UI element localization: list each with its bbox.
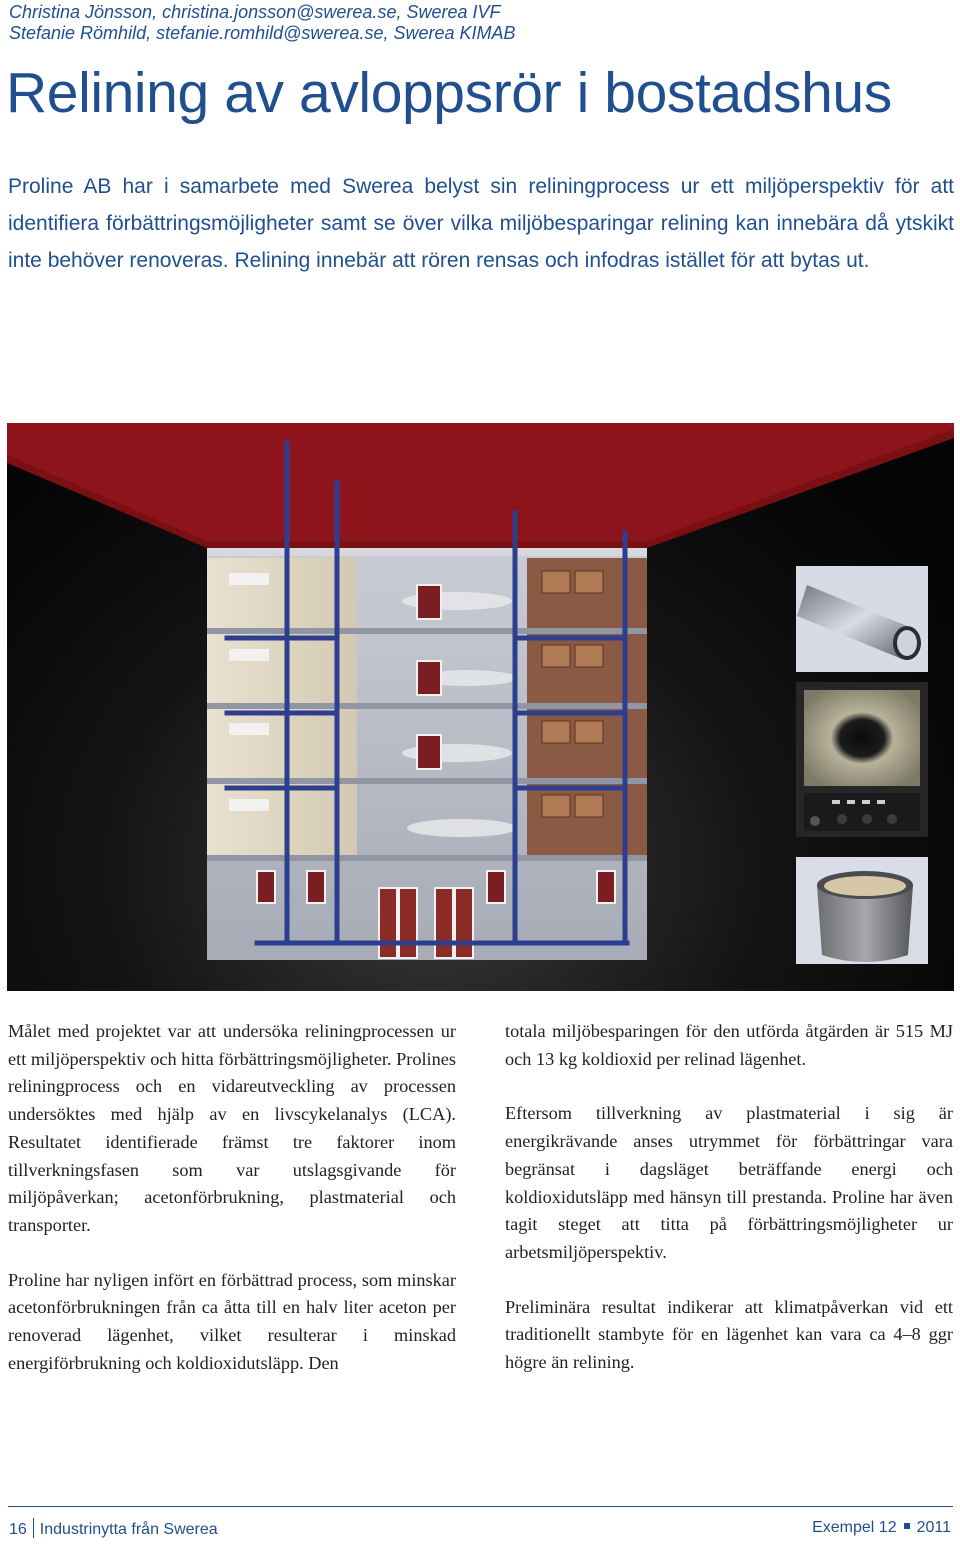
- building-illustration: [7, 423, 954, 991]
- footer-left: [9, 1518, 218, 1539]
- body-paragraph: Proline har nyligen infört en förbättrad process, som minskar acetonförbrukningen från ca åtta till en halv liter aceton per renoverad lägenhet, vilket resulterar i minskad energiförbrukning och koldioxidutsläpp. Den: [8, 1269, 456, 1373]
- author-line-1: Christina Jönsson, christina.jonsson@swerea.se, Swerea IVF: [9, 2, 501, 22]
- body-column-left: [8, 1018, 456, 1404]
- footer-rule: [8, 1506, 953, 1507]
- footer-separator: [33, 1518, 34, 1538]
- body-paragraph: Målet med projektet var att undersöka reliningprocessen ur ett miljöperspektiv och hitta förbättringsmöjligheter. Prolines reliningprocess och en vidareutveckling av processen undersöktes med hjälp av en livscykelanalys (LCA). Resultatet identifierade främst tre faktorer inom tillverkningsfasen som var utslagsgivande för miljöpåverkan; acetonförbrukning, plastmaterial och transporter.: [8, 1021, 456, 1235]
- author-block: [9, 2, 949, 44]
- body-paragraph: Preliminära resultat indikerar att klimatpåverkan vid ett traditionellt stambyte för en lägenhet kan vara ca 4–8 ggr högre än relining.: [505, 1296, 953, 1373]
- footer-year: 2011: [916, 1519, 951, 1536]
- article-intro: Proline AB har i samarbete med Swerea belyst sin reliningprocess ur ett miljöperspektiv för att identifiera förbättringsmöjligheter samt se över vilka miljöbesparingar relining kan innebära då ytskikt inte behöver renoveras. Relining innebär att rören rensas och infodras istället för att bytas ut.: [8, 175, 954, 272]
- body-paragraph: totala miljöbesparingen för den utförda åtgärden är 515 MJ och 13 kg koldioxid per relinad lägenhet.: [505, 1021, 953, 1069]
- bullet-icon: [904, 1523, 910, 1529]
- body-paragraph: Eftersom tillverkning av plastmaterial i sig är energikrävande anses utrymmet för förbättringar vara begränsat i dagsläget beträffande energi och koldioxidutsläpp med hänsyn till prestanda. Proline har även tagit steget att titta på förbättringsmöjligheter ur arbetsmiljöperspektiv.: [505, 1103, 953, 1262]
- author-line-2: Stefanie Römhild, stefanie.romhild@swerea.se, Swerea KIMAB: [9, 23, 516, 43]
- page-number: 16: [9, 1521, 27, 1538]
- building-cross-section-svg: [7, 423, 954, 991]
- footer-right: [812, 1519, 951, 1537]
- inset-camera-monitor: [796, 682, 928, 837]
- example-label: Exempel 12: [812, 1519, 897, 1536]
- inset-relined-pipe: [796, 566, 928, 672]
- article-title: Relining av avloppsrör i bostadshus: [6, 61, 892, 125]
- inset-pipe-section: [796, 857, 928, 964]
- publication-name: Industrinytta från Swerea: [39, 1521, 218, 1538]
- body-column-right: [505, 1018, 953, 1404]
